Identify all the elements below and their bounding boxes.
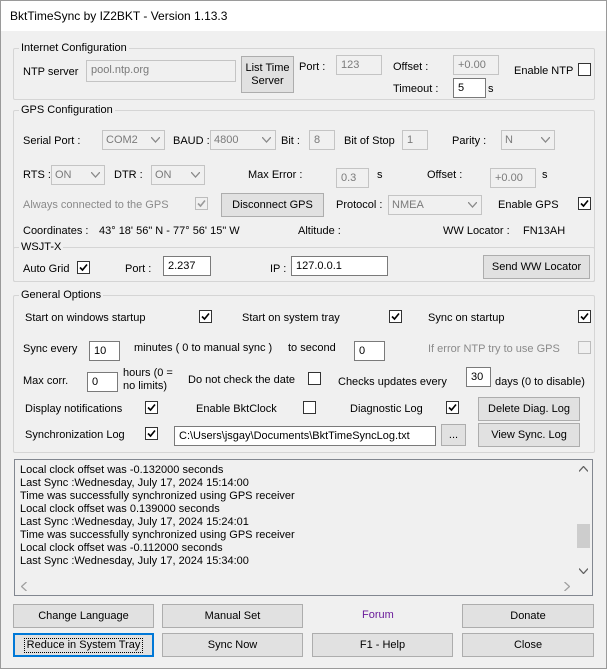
gps-config-legend: GPS Configuration <box>21 104 113 116</box>
sync-log-checkbox[interactable] <box>145 427 158 440</box>
checkmark-icon <box>200 311 211 322</box>
ww-locator-label: WW Locator : <box>443 225 510 237</box>
start-windows-checkbox[interactable] <box>199 310 212 323</box>
sync-log-label: Synchronization Log <box>25 429 125 441</box>
change-language-button[interactable]: Change Language <box>13 604 154 628</box>
scroll-down-icon[interactable] <box>575 562 592 579</box>
list-time-server-label-2: Server <box>251 74 284 87</box>
log-lines <box>20 464 295 568</box>
enable-bktclock-checkbox[interactable] <box>303 401 316 414</box>
log-line: Time was successfully synchronized using GPS receiver <box>20 490 295 502</box>
chevron-down-icon <box>187 166 204 184</box>
always-connected-label: Always connected to the GPS <box>23 199 169 211</box>
ntp-offset-label: Offset : <box>393 61 429 73</box>
if-error-gps-label: If error NTP try to use GPS <box>428 343 560 355</box>
chevron-down-icon <box>87 166 104 184</box>
max-error-unit: s <box>377 169 383 181</box>
protocol-select[interactable] <box>388 195 482 215</box>
max-corr-input[interactable]: 0 <box>87 372 118 392</box>
parity-select[interactable] <box>501 130 555 150</box>
ntp-server-label: NTP server <box>23 66 79 78</box>
auto-grid-checkbox[interactable] <box>77 261 90 274</box>
checkmark-icon <box>146 402 157 413</box>
checkmark-icon <box>196 198 207 209</box>
no-check-date-label: Do not check the date <box>188 374 296 386</box>
checks-updates-input[interactable]: 30 <box>466 367 491 387</box>
timeout-unit: s <box>488 83 494 95</box>
max-error-label: Max Error : <box>248 169 303 181</box>
donate-button[interactable]: Donate <box>462 604 594 628</box>
enable-gps-checkbox[interactable] <box>578 197 591 210</box>
vertical-scroll-thumb[interactable] <box>577 524 590 548</box>
checkmark-icon <box>390 311 401 322</box>
sync-log-path-input[interactable]: C:\Users\jsgay\Documents\BktTimeSyncLog.txt <box>174 426 436 446</box>
if-error-gps-checkbox[interactable] <box>578 341 591 354</box>
to-second-label: to second <box>288 342 336 354</box>
title-bar <box>0 0 607 31</box>
dtr-select[interactable] <box>151 165 205 185</box>
checkmark-icon <box>447 402 458 413</box>
auto-grid-label: Auto Grid <box>23 263 70 275</box>
bit-of-stop-label: Bit of Stop <box>344 135 395 147</box>
gps-offset-label: Offset : <box>427 169 463 181</box>
wsjtx-legend: WSJT-X <box>21 241 62 253</box>
gps-offset-unit: s <box>542 169 548 181</box>
log-line: Last Sync :Wednesday, July 17, 2024 15:24:01 <box>20 516 249 528</box>
baud-select[interactable] <box>210 130 276 150</box>
manual-set-button[interactable]: Manual Set <box>162 604 303 628</box>
display-notifications-checkbox[interactable] <box>145 401 158 414</box>
diagnostic-log-checkbox[interactable] <box>446 401 459 414</box>
dtr-value: ON <box>155 169 172 181</box>
wsjt-ip-label: IP : <box>270 263 287 275</box>
scroll-left-icon[interactable] <box>15 578 32 595</box>
ww-locator-value: FN13AH <box>523 225 566 237</box>
scroll-right-icon[interactable] <box>558 578 575 595</box>
view-sync-log-button[interactable]: View Sync. Log <box>478 423 580 447</box>
send-ww-locator-button[interactable]: Send WW Locator <box>483 255 590 279</box>
window-title: BktTimeSync by IZ2BKT - Version 1.13.3 <box>10 9 228 23</box>
enable-ntp-label: Enable NTP <box>514 65 574 77</box>
parity-value: N <box>505 134 513 146</box>
reduce-system-tray-button[interactable] <box>13 633 154 657</box>
days-label: days (0 to disable) <box>495 376 585 388</box>
wsjt-ip-input[interactable]: 127.0.0.1 <box>291 256 388 276</box>
log-line: Local clock offset was -0.112000 seconds <box>20 542 223 554</box>
timeout-label: Timeout : <box>393 83 439 95</box>
internet-config-legend: Internet Configuration <box>21 42 127 54</box>
baud-label: BAUD : <box>173 135 210 147</box>
checkmark-icon <box>579 311 590 322</box>
hours-label <box>123 367 173 393</box>
bit-input[interactable]: 8 <box>309 130 335 150</box>
max-corr-label: Max corr. <box>23 375 69 387</box>
reduce-system-tray-label: Reduce in System Tray <box>26 638 141 651</box>
list-time-server-label-1: List Time <box>245 61 290 74</box>
log-listbox[interactable] <box>14 459 593 596</box>
close-button[interactable]: Close <box>462 633 594 657</box>
enable-gps-label: Enable GPS <box>498 199 559 211</box>
horizontal-scrollbar[interactable] <box>15 578 575 595</box>
serial-port-value: COM2 <box>106 134 138 146</box>
disconnect-gps-button[interactable]: Disconnect GPS <box>221 193 324 217</box>
checkmark-icon <box>579 198 590 209</box>
wsjt-port-label: Port : <box>125 263 152 275</box>
enable-ntp-checkbox[interactable] <box>578 63 591 76</box>
general-options-legend: General Options <box>21 289 102 301</box>
display-notifications-label: Display notifications <box>25 403 123 415</box>
chevron-down-icon <box>147 131 164 149</box>
start-windows-label: Start on windows startup <box>25 312 146 324</box>
enable-bktclock-label: Enable BktClock <box>196 403 277 415</box>
scroll-up-icon[interactable] <box>575 460 592 477</box>
coordinates-value: 43° 18' 56" N - 77° 56' 15" W <box>99 225 240 237</box>
always-connected-checkbox[interactable] <box>195 197 208 210</box>
ntp-offset-input[interactable]: +0.00 <box>453 55 499 75</box>
start-tray-checkbox[interactable] <box>389 310 402 323</box>
gps-offset-input[interactable]: +0.00 <box>490 168 536 188</box>
coordinates-label: Coordinates : <box>23 225 89 237</box>
log-line: Local clock offset was -0.132000 seconds <box>20 464 224 476</box>
vertical-scrollbar[interactable] <box>575 460 592 579</box>
bit-of-stop-input[interactable]: 1 <box>402 130 428 150</box>
altitude-label: Altitude : <box>298 225 341 237</box>
dtr-label: DTR : <box>114 169 143 181</box>
log-line: Last Sync :Wednesday, July 17, 2024 15:34:00 <box>20 555 249 567</box>
rts-label: RTS : <box>23 169 51 181</box>
serial-port-label: Serial Port : <box>23 135 81 147</box>
ntp-port-label: Port : <box>299 61 326 73</box>
minutes-label: minutes ( 0 to manual sync ) <box>134 342 273 354</box>
wsjt-port-input[interactable]: 2.237 <box>163 256 211 276</box>
max-error-input[interactable]: 0.3 <box>336 168 369 188</box>
chevron-down-icon <box>464 196 481 214</box>
start-tray-label: Start on system tray <box>242 312 340 324</box>
sync-every-label: Sync every <box>23 343 78 355</box>
forum-link[interactable]: Forum <box>362 609 394 621</box>
checks-updates-label: Checks updates every <box>338 376 447 388</box>
diagnostic-log-label: Diagnostic Log <box>350 403 423 415</box>
chevron-down-icon <box>537 131 554 149</box>
log-line: Last Sync :Wednesday, July 17, 2024 15:14:00 <box>20 477 249 489</box>
parity-label: Parity : <box>452 135 487 147</box>
list-time-server-button[interactable] <box>241 56 294 93</box>
hours-label-line1: hours (0 = <box>123 367 173 379</box>
timeout-input[interactable]: 5 <box>453 78 486 98</box>
log-line: Time was successfully synchronized using GPS receiver <box>20 529 295 541</box>
hours-label-line2: no limits) <box>123 380 168 392</box>
rts-select[interactable] <box>51 165 105 185</box>
delete-diag-log-button[interactable]: Delete Diag. Log <box>478 397 580 421</box>
chevron-down-icon <box>258 131 275 149</box>
sync-now-button[interactable]: Sync Now <box>162 633 303 657</box>
ntp-server-input[interactable]: pool.ntp.org <box>86 60 236 82</box>
sync-startup-label: Sync on startup <box>428 312 505 324</box>
sync-every-input[interactable]: 10 <box>89 341 120 361</box>
checkmark-icon <box>78 262 89 273</box>
scroll-corner <box>575 578 592 595</box>
help-button[interactable]: F1 - Help <box>312 633 453 657</box>
ntp-port-input[interactable]: 123 <box>336 55 382 75</box>
browse-button[interactable]: ... <box>441 424 466 446</box>
checkmark-icon <box>146 428 157 439</box>
sync-startup-checkbox[interactable] <box>578 310 591 323</box>
to-second-input[interactable]: 0 <box>354 341 385 361</box>
protocol-label: Protocol : <box>336 199 383 211</box>
baud-value: 4800 <box>214 134 239 146</box>
serial-port-select[interactable] <box>102 130 165 150</box>
rts-value: ON <box>55 169 72 181</box>
protocol-value: NMEA <box>392 199 424 211</box>
no-check-date-checkbox[interactable] <box>308 372 321 385</box>
log-line: Local clock offset was 0.139000 seconds <box>20 503 220 515</box>
bit-label: Bit : <box>281 135 300 147</box>
